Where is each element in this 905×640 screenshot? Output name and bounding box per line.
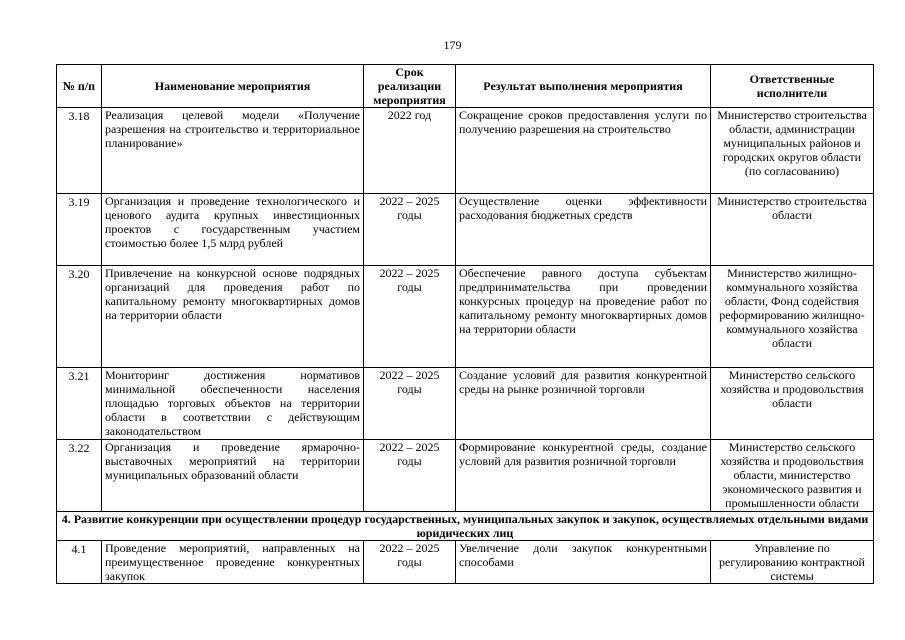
measure-name: Реализация целевой модели «Получение разрешения на строительство и территориальное планирование» (102, 108, 364, 194)
measure-result: Создание условий для развития конкурентной среды на рынке розничной торговли (456, 368, 711, 440)
measure-period: 2022 – 2025 годы (364, 541, 456, 584)
section-header-row (57, 512, 874, 541)
table-header-row (57, 65, 874, 108)
row-number: 3.21 (57, 368, 102, 440)
row-number: 3.18 (57, 108, 102, 194)
measure-result: Обеспечение равного доступа субъектам предпринимательства при проведении конкурсных процедур на проведение работ по капитальному ремонту многоквартирных домов на территории области (456, 266, 711, 368)
row-number: 3.22 (57, 440, 102, 512)
header-period: Срок реализации мероприятия (364, 65, 456, 108)
measure-result: Формирование конкурентной среды, создание условий для развития розничной торговли (456, 440, 711, 512)
measure-executors: Министерство строительства области (711, 194, 874, 266)
measure-name: Организация и проведение ярмарочно-выставочных мероприятий на территории муниципальных образований области (102, 440, 364, 512)
measure-name: Мониторинг достижения нормативов минимальной обеспеченности населения площадью торговых объектов на территории области в соответствии с действующим законодательством (102, 368, 364, 440)
measure-period: 2022 – 2025 годы (364, 194, 456, 266)
measure-executors: Министерство жилищно-коммунального хозяйства области, Фонд содействия реформированию жилищно-коммунального хозяйства области (711, 266, 874, 368)
measure-period: 2022 год (364, 108, 456, 194)
measure-name: Организация и проведение технологического и ценового аудита крупных инвестиционных проектов с государственным участием стоимостью более 1,5 млрд рублей (102, 194, 364, 266)
measure-period: 2022 – 2025 годы (364, 440, 456, 512)
table-row (57, 440, 874, 512)
measure-name: Привлечение на конкурсной основе подрядных организаций для проведения работ по капитальному ремонту многоквартирных домов на территории области (102, 266, 364, 368)
row-number: 3.19 (57, 194, 102, 266)
table-row (57, 368, 874, 440)
table-row (57, 194, 874, 266)
header-result: Результат выполнения мероприятия (456, 65, 711, 108)
header-executors: Ответственные исполнители (711, 65, 874, 108)
measure-result: Осуществление оценки эффективности расходования бюджетных средств (456, 194, 711, 266)
header-num: № п/п (57, 65, 102, 108)
table-row (57, 266, 874, 368)
measure-name: Проведение мероприятий, направленных на преимущественное проведение конкурентных закупок (102, 541, 364, 584)
row-number: 4.1 (57, 541, 102, 584)
section-title: 4. Развитие конкуренции при осуществлении процедур государственных, муниципальных закупок и закупок, осуществляемых отдельными видами юридических лиц (57, 512, 874, 541)
page-number: 179 (443, 38, 462, 52)
measure-result: Сокращение сроков предоставления услуги по получению разрешения на строительство (456, 108, 711, 194)
measure-executors: Министерство сельского хозяйства и продовольствия области, министерство экономического развития и промышленности области (711, 440, 874, 512)
measure-executors: Министерство строительства области, администрации муниципальных районов и городских округов области (по согласованию) (711, 108, 874, 194)
table-row (57, 541, 874, 584)
row-number: 3.20 (57, 266, 102, 368)
header-name: Наименование мероприятия (102, 65, 364, 108)
measure-period: 2022 – 2025 годы (364, 266, 456, 368)
measure-period: 2022 – 2025 годы (364, 368, 456, 440)
measure-executors: Управление по регулированию контрактной системы (711, 541, 874, 584)
measures-table (56, 64, 874, 584)
measure-executors: Министерство сельского хозяйства и продовольствия области (711, 368, 874, 440)
measure-result: Увеличение доли закупок конкурентными способами (456, 541, 711, 584)
table-row (57, 108, 874, 194)
